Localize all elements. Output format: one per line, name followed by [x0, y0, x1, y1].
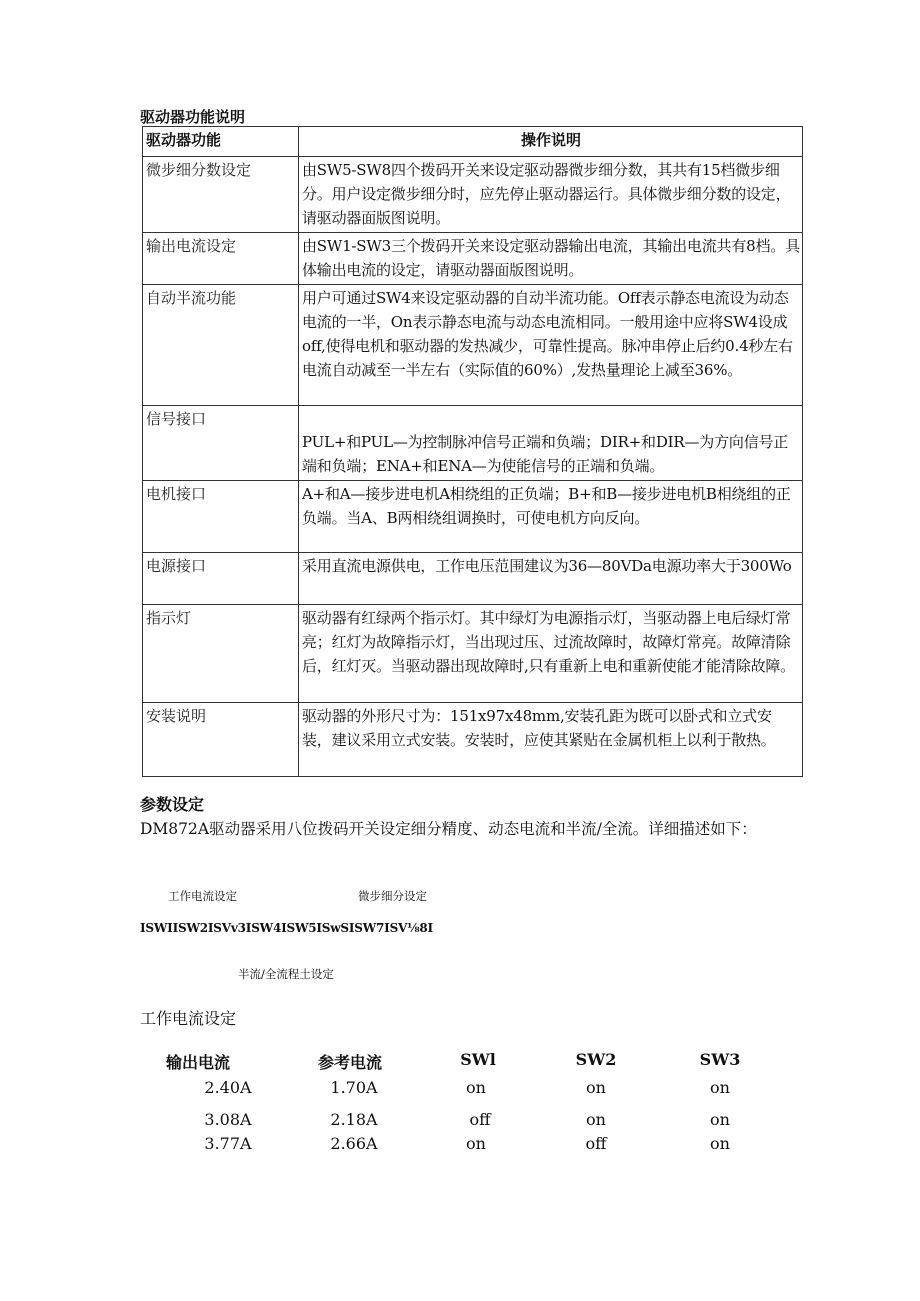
header-sw2: SW2 — [575, 1050, 617, 1069]
row-desc: 用户可通过SW4来设定驱动器的自动半流功能。Off表示静态电流设为动态电流的一半，On表示静态电流与动态电流相同。一般用途中应将SW4设成off,使得电机和驱动器的发热减少，可靠性提高。脉冲串停止后约0.4秒左右电流自动减至一半左右（实际值的60%）,发热量理论上减至36%。 — [299, 285, 803, 406]
row-desc: 驱动器有红绿两个指示灯。其中绿灯为电源指示灯，当驱动器上电后绿灯常亮；红灯为故障指示灯，当出现过压、过流故障时，故障灯常亮。故障清除后，红灯灭。当驱动器出现故障时,只有重新上电和重新使能才能清除故障。 — [299, 605, 803, 703]
section-title-driver-functions: 驱动器功能说明 — [140, 108, 246, 126]
row-name: 信号接口 — [143, 406, 299, 481]
row-name: 电源接口 — [143, 553, 299, 605]
cell-sw1: off — [469, 1110, 491, 1129]
cell-output: 3.77A — [204, 1134, 252, 1153]
header-reference-current: 参考电流 — [318, 1053, 383, 1072]
cell-sw2: on — [586, 1110, 606, 1129]
cell-output: 3.08A — [204, 1110, 252, 1129]
cell-sw3: on — [710, 1078, 730, 1097]
row-desc: 驱动器的外形尺寸为：151x97x48mm,安装孔距为既可以卧式和立式安装，建议采用立式安装。安装时，应使其紧贴在金属机柜上以利于散热。 — [299, 703, 803, 777]
section-title-current-setting: 工作电流设定 — [140, 1009, 237, 1028]
row-desc: A+和A—接步进电机A相绕组的正负端；B+和B—接步进电机B相绕组的正负端。当A、B两相绕组调换时，可使电机方向反向。 — [299, 481, 803, 553]
cell-reference: 1.70A — [330, 1078, 378, 1097]
cell-sw3: on — [710, 1134, 730, 1153]
header-operation: 操作说明 — [299, 127, 803, 157]
table-row — [143, 285, 803, 406]
row-name: 输出电流设定 — [143, 233, 299, 285]
cell-sw1: on — [466, 1078, 486, 1097]
row-desc: 由SW1-SW3三个拨码开关来设定驱动器输出电流，其输出电流共有8档。具体输出电流的设定，请驱动器面版图说明。 — [299, 233, 803, 285]
table-row — [143, 157, 803, 233]
table-row — [143, 406, 803, 481]
table-row — [143, 481, 803, 553]
row-name: 自动半流功能 — [143, 285, 299, 406]
table-row — [143, 553, 803, 605]
cell-sw1: on — [466, 1134, 486, 1153]
row-desc: 采用直流电源供电，工作电压范围建议为36—80VDa电源功率大于300Wo — [299, 553, 803, 605]
diagram-current-label: 工作电流设定 — [168, 889, 237, 903]
table-row — [143, 703, 803, 777]
row-name: 电机接口 — [143, 481, 299, 553]
table-row — [143, 605, 803, 703]
cell-sw2: on — [586, 1078, 606, 1097]
diagram-switch-row: ISWIISW2ISVv3ISW4ISW5ISwSISW7ISV⅛8I — [140, 921, 433, 935]
diagram-microstep-label: 微步细分设定 — [358, 889, 427, 903]
row-desc: PUL+和PUL—为控制脉冲信号正端和负端；DIR+和DIR—为方向信号正端和负端；ENA+和ENA—为使能信号的正端和负端。 — [299, 406, 803, 481]
header-output-current: 输出电流 — [166, 1053, 231, 1072]
table-header-row — [143, 127, 803, 157]
cell-sw2: off — [585, 1134, 607, 1153]
header-sw1: SWl — [460, 1050, 496, 1069]
cell-output: 2.40A — [204, 1078, 252, 1097]
row-name: 安装说明 — [143, 703, 299, 777]
section-title-parameter-settings: 参数设定 — [140, 795, 205, 814]
table-row — [143, 233, 803, 285]
header-sw3: SW3 — [699, 1050, 741, 1069]
function-table — [142, 126, 803, 777]
parameter-paragraph: DM872A驱动器采用八位拨码开关设定细分精度、动态电流和半流/全流。详细描述如下： — [140, 820, 757, 838]
row-name: 指示灯 — [143, 605, 299, 703]
header-function: 驱动器功能 — [143, 127, 299, 157]
row-desc: 由SW5-SW8四个拨码开关来设定驱动器微步细分数，其共有15档微步细分。用户设定微步细分时，应先停止驱动器运行。具体微步细分数的设定，请驱动器面版图说明。 — [299, 157, 803, 233]
diagram-half-current-label: 半流/全流程土设定 — [238, 967, 334, 981]
cell-reference: 2.66A — [330, 1134, 378, 1153]
cell-sw3: on — [710, 1110, 730, 1129]
row-name: 微步细分数设定 — [143, 157, 299, 233]
cell-reference: 2.18A — [330, 1110, 378, 1129]
